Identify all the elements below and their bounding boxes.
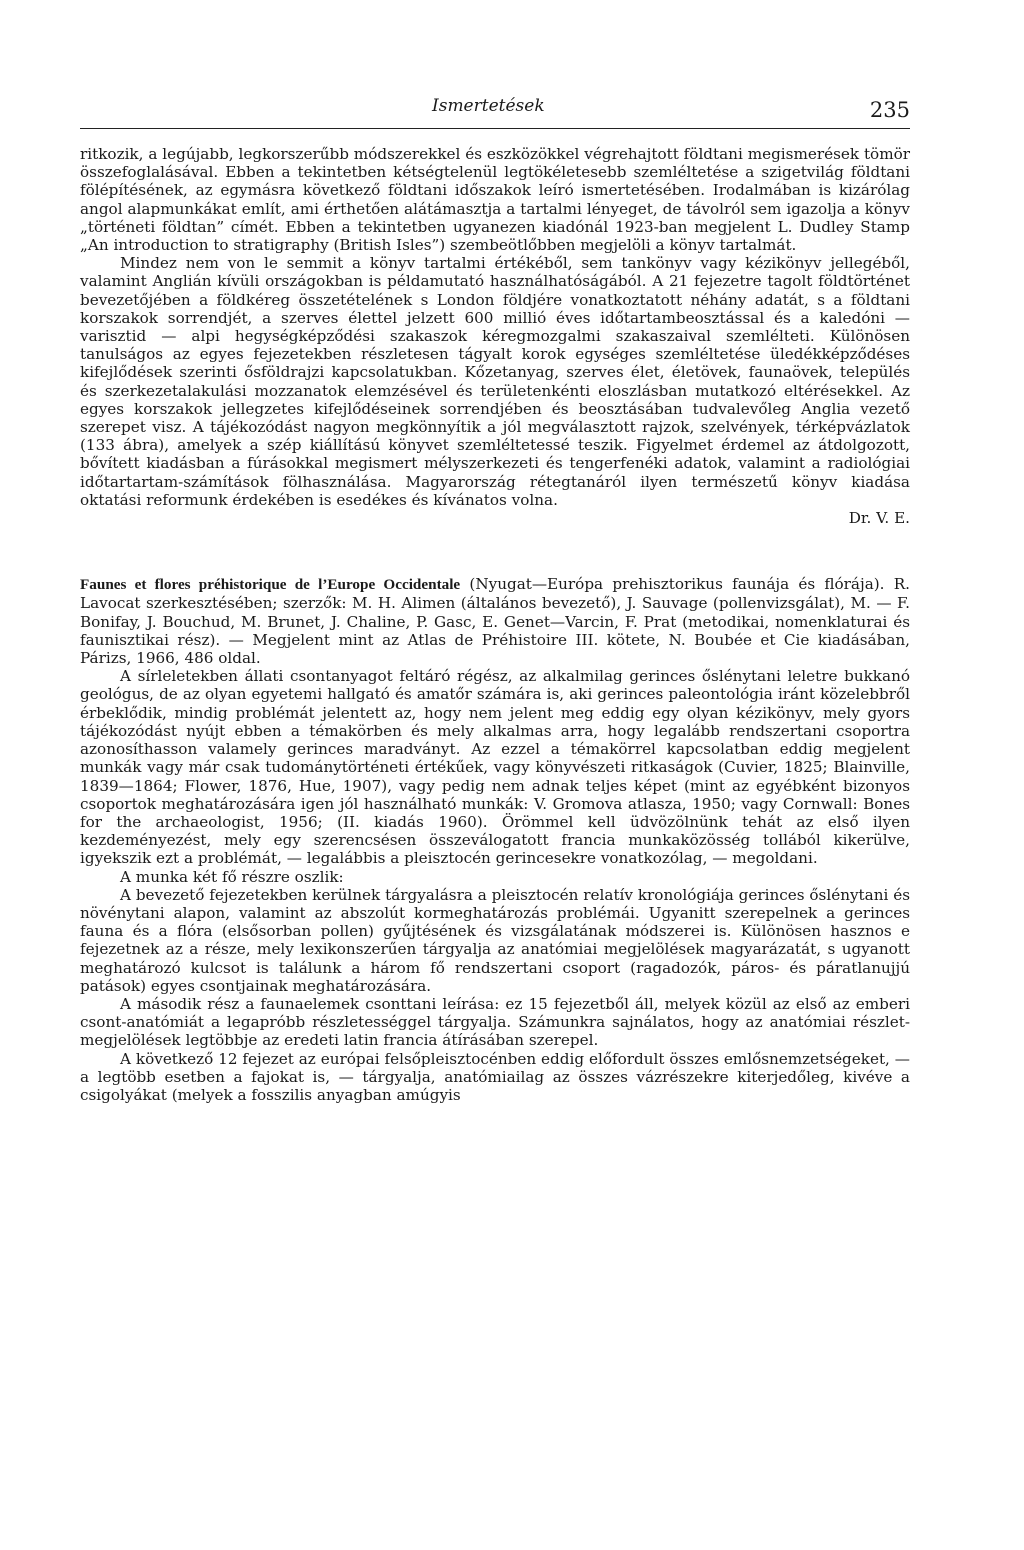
page xyxy=(80,90,910,1104)
paragraph: Mindez nem von le semmit a könyv tartalmi értékéből, sem tankönyv vagy kézikönyv jellegéből, valamint Anglián kívüli országokban is példamutató használhatóságából. A 21 fejezetre tagolt földtörténet bevezetőjében a földkéreg összetételének s London földjére vonatkoztatott néhány adatát, s a földtani korszakok sorrendjét, a szerves élettel jelzett 600 millió éves időtartambeosztással és a kaledóni — varisztid — alpi hegységképződési szakaszok kéregmozgalmi szakaszaival szemlélteti. Különösen tanulságos az egyes fejezetekben részletesen tágyalt korok egységes szemléltetése üledékképződéses kifejlődések szerinti ősföldrajzi kapcsolatukban. Kőzetanyag, szerves élet, életövek, faunaövek, település és szerkezetalakulási mozzanatok elemzésével és területenkénti eloszlásban mutatkozó eltérésekkel. Az egyes korszakok jellegzetes kifejlődéseinek sorrendjében és beosztásában tudvalevőleg Anglia vezető szerepet visz. A tájékozódást nagyon megkönnyítik a jól megválasztott rajzok, szelvények, térképvázlatok (133 ábra), amelyek a szép kiállítású könyvet szemléltetessé teszik. Figyelmet érdemel az átdolgozott, bővített kiadásban a fúrásokkal megismert mélyszerkezeti és tengerfenéki adatok, valamint a radiológiai időtartartam-számítások fölhasználása. Magyarország rétegtanáról ilyen természetű könyv kiadása oktatási reformunk érdekében is esedékes és kívánatos volna. xyxy=(80,254,910,509)
reviewer-signature: Dr. V. E. xyxy=(848,509,910,528)
paragraph: ritkozik, a legújabb, legkorszerűbb módszerekkel és eszközökkel végrehajtott földtani megismerések tömör összefoglalásával. Ebben a tekintetben kétségtelenül legtökéletesebb szemléltetése a szigetvilág földtani fölépítésének, az egymásra következő földtani időszakok leíró ismertetésében. Irodalmában is kizárólag angol alapmunkákat említ, ami érthetően alátámasztja a tartalmi lényeget, de távolról sem igazolja a könyv „történeti földtan” címét. Ebben a tekintetben ugyanezen kiadónál 1923-ban megjelent L. Dudley Stamp „An introduction to stratigraphy (British Isles”) szembeötlőbben megjelöli a könyv tartalmát. xyxy=(80,145,910,255)
running-title: Ismertetések xyxy=(432,96,545,116)
paragraph: A második rész a faunaelemek csonttani leírása: ez 15 fejezetből áll, melyek közül az első az emberi csont-anatómiát a legapróbb részletességgel tárgyalja. Számunkra sajnálatos, hogy az anatómiai részlet-megjelölések legtöbbje az eredeti latin francia átírásában szerepel. xyxy=(80,994,910,1050)
review-section-2 xyxy=(80,575,910,1104)
running-header xyxy=(80,90,910,129)
paragraph: A következő 12 fejezet az európai felsőpleisztocénben eddig előfordult összes emlősnemzetségeket, — a legtöbb esetben a fajokat is, — tárgyalja, anatómiailag az összes vázrészekre kiterjedőleg, kivéve a csigolyákat (melyek a fosszilis anyagban amúgyis xyxy=(80,1049,910,1104)
paragraph: A sírleletekben állati csontanyagot feltáró régész, az alkalmilag gerinces őslénytani leletre bukkanó geológus, de az olyan egyetemi hallgató és amatőr számára is, aki gerinces paleontológia iránt közelebbről érbeklődik, mindig problémát jelentett az, hogy nem jelent meg eddig egy olyan kézikönyv, mely gyors tájékozódást nyújt ebben a témakörben és mely alkalmas arra, hogy legalább rendszertani csoportra azonosíthasson valamely gerinces maradványt. Az ezzel a témakörrel kapcsolatban eddig megjelent munkák vagy már csak tudománytörténeti értékűek, vagy könyvészeti ritkaságok (Cuvier, 1825; Blainville, 1839—1864; Flower, 1876, Hue, 1907), vagy pedig nem adnak teljes képet (mint az egyébként bizonyos csoportok meghatározására igen jól használható munkák: V. Gromova atlasza, 1950; vagy Cornwall: Bones for the archaeologist, 1956; (II. kiadás 1960). Örömmel kell üdvözölnünk tehát az első ilyen kezdeményezést, mely egy szerencsésen összeválogatott francia munkaközösség tollából kikerülve, igyekszik ezt a problémát, — legalábbis a pleisztocén gerincesekre vonatkozólag, — megoldani. xyxy=(80,667,910,868)
paragraph: A munka két fő részre oszlik: xyxy=(120,867,344,886)
article-title: Faunes et flores préhistorique de l’Europe Occidentale xyxy=(80,576,461,594)
paragraph: A bevezető fejezetekben kerülnek tárgyalásra a pleisztocén relatív kronológiája gerinces őslénytani és növénytani alapon, valamint az abszolút kormeghatározás problémái. Ugyanitt szerepelnek a gerinces fauna és a flóra (elsősorban pollen) gyűjtésének és vizsgálatának módszerei is. Különösen hasznos e fejezetnek az a része, mely lexikonszerűen tárgyalja az anatómiai megjelölések magyarázatát, s ugyanott meghatározó kulcsot is találunk a három fő rendszertani csoport (ragadozók, páros- és páratlanujjú patások) egyes csontjainak meghatározására. xyxy=(80,885,910,995)
bibliographic-details: (Nyugat—Európa prehisztorikus faunája és flórája). R. Lavocat szerkesztésében; szerzők: M. H. Alimen (általános bevezető), J. Sauvage (pollenvizsgálat), M. — F. Bonifay, J. Bouchud, M. Brunet, J. Chaline, P. Gasc, E. Genet—Varcin, F. Prat (metodikai, nomenklaturai és faunisztikai rész). — Megjelent mint az Atlas de Préhistoire III. kötete, N. Boubée et Cie kiadásában, Párizs, 1966, 486 oldal. xyxy=(80,575,910,668)
page-number: 235 xyxy=(869,98,910,122)
bibliographic-entry xyxy=(80,575,910,667)
review-section-1 xyxy=(80,145,910,527)
